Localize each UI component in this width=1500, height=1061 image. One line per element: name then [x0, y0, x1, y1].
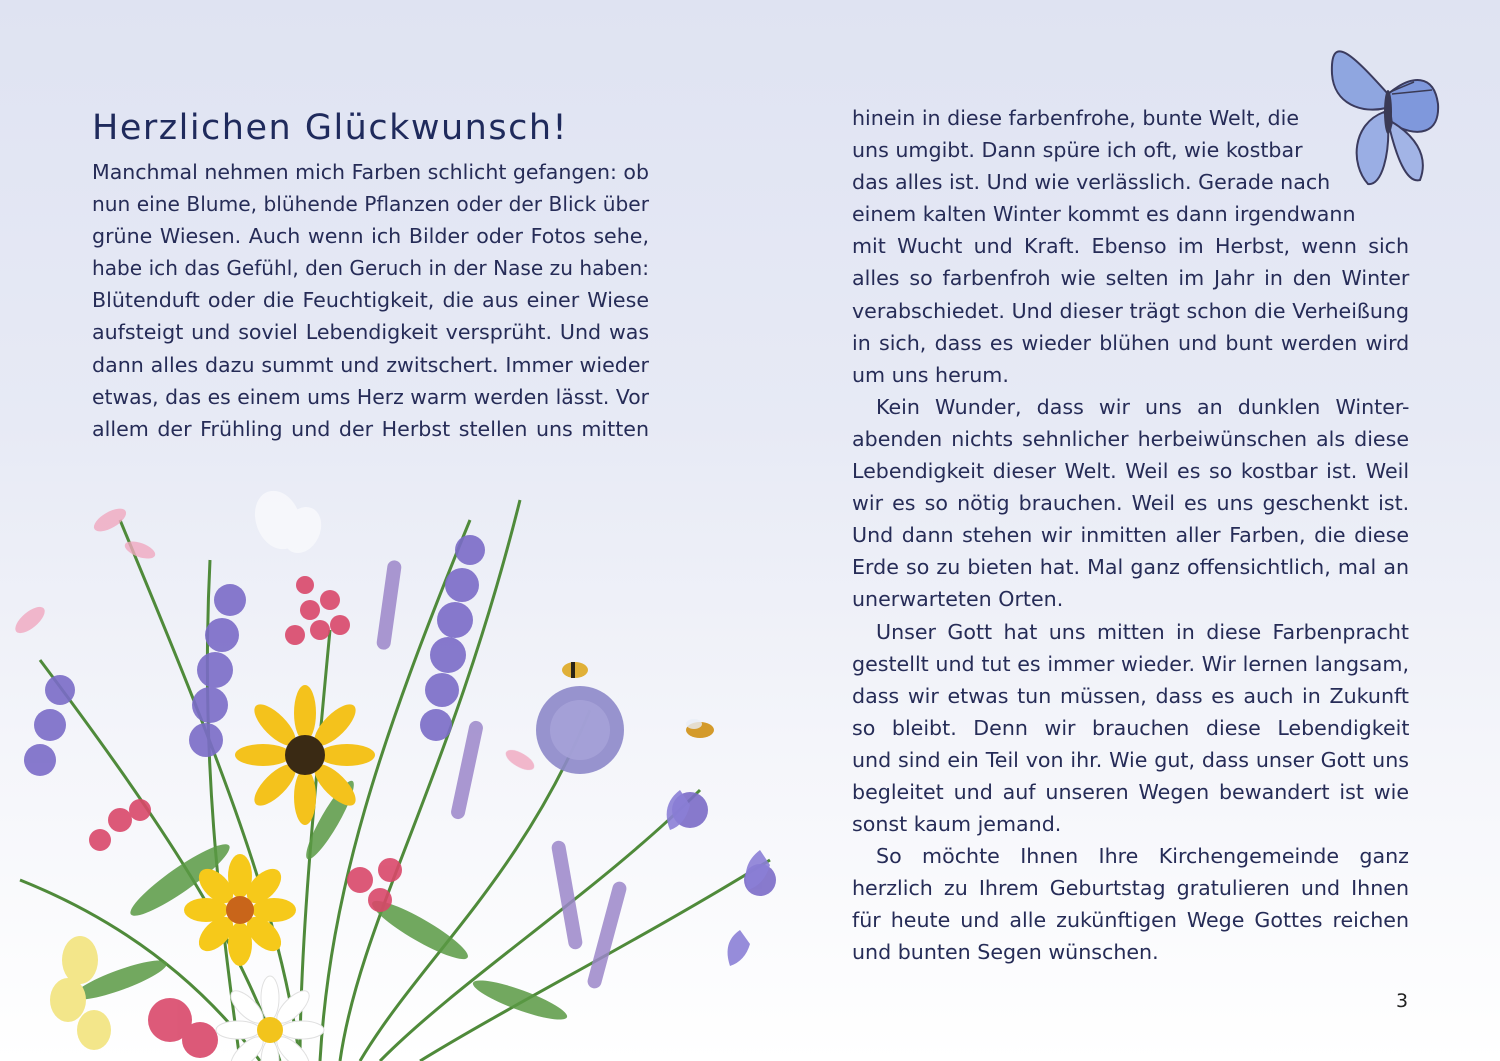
paragraph-4	[852, 840, 1409, 968]
right-text-column	[852, 102, 1409, 969]
text-line: etwas, das es einem ums Herz warm werden lässt. Vor	[92, 384, 649, 409]
text-line: uns umgibt. Dann spüre ich oft, wie kostbar	[852, 138, 1303, 163]
paragraph-1	[852, 102, 1409, 391]
text-line: alles so farbenfroh wie selten im Jahr in den Winter	[852, 266, 1410, 291]
text-line: Lebendigkeit dieser Welt. Weil es so kostbar ist. Weil	[852, 459, 1410, 484]
text-line: mit Wucht und Kraft. Ebenso im Herbst, wenn sich	[852, 234, 1410, 259]
text-line: gestellt und tut es immer wieder. Wir lernen langsam,	[852, 651, 1409, 676]
text-line: Manchmal nehmen mich Farben schlicht gefangen: ob	[92, 160, 649, 184]
page-number: 3	[1396, 990, 1409, 1012]
text-line: begleitet und auf unseren Wegen bewandert ist wie	[852, 779, 1409, 804]
text-line: einem kalten Winter kommt es dann irgendwann	[852, 202, 1356, 227]
paragraph-intro	[92, 156, 649, 445]
text-line: dass wir etwas tun müssen, dass es auch in Zukunft	[852, 683, 1409, 708]
paragraph-3	[852, 616, 1409, 841]
text-line: Blütenduft oder die Feuchtigkeit, die aus einer Wiese	[92, 288, 649, 313]
text-line: aufsteigt und soviel Lebendigkeit versprüht. Und was	[92, 320, 650, 345]
text-line: abenden nichts sehnlicher herbeiwünschen als diese	[852, 426, 1409, 451]
text-line: So möchte Ihnen Ihre Kirchengemeinde ganz	[876, 844, 1409, 869]
text-line: wir es so nötig brauchen. Weil es uns geschenkt ist.	[852, 491, 1410, 516]
text-line: um uns herum.	[852, 362, 1009, 387]
left-text-column	[92, 156, 649, 445]
page-title: Herzlichen Glückwunsch!	[92, 108, 569, 148]
wildflower-bouquet-illustration	[0, 460, 850, 1061]
text-line: Und dann stehen wir inmitten aller Farben, die diese	[852, 523, 1409, 548]
text-line: habe ich das Gefühl, den Geruch in der Nase zu haben:	[92, 256, 649, 281]
text-line: hinein in diese farbenfrohe, bunte Welt, die	[852, 106, 1299, 130]
text-line: herzlich zu Ihrem Geburtstag gratulieren und Ihnen	[852, 876, 1409, 901]
text-line: Erde so zu bieten hat. Mal ganz offensichtlich, mal an	[852, 555, 1410, 580]
text-line: Kein Wunder, dass wir uns an dunklen Winter-	[876, 394, 1410, 419]
text-line: sonst kaum jemand.	[852, 812, 1062, 837]
text-line: für heute und alle zukünftigen Wege Gottes reichen	[852, 908, 1409, 933]
text-line: verabschiedet. Und dieser trägt schon die Verheißung	[852, 298, 1410, 323]
paragraph-2	[852, 391, 1409, 616]
text-line: nun eine Blume, blühende Pflanzen oder der Blick über	[92, 192, 649, 217]
text-line: allem der Frühling und der Herbst stellen uns mitten	[92, 416, 649, 441]
text-line: unerwarteten Orten.	[852, 587, 1064, 612]
text-line: Unser Gott hat uns mitten in diese Farbenpracht	[876, 619, 1409, 644]
text-line: so bleibt. Denn wir brauchen diese Lebendigkeit	[852, 715, 1410, 740]
text-line: grüne Wiesen. Auch wenn ich Bilder oder Fotos sehe,	[92, 224, 649, 249]
text-line: das alles ist. Und wie verlässlich. Gerade nach	[852, 170, 1331, 195]
text-line: dann alles dazu summt und zwitschert. Immer wieder	[92, 352, 649, 377]
text-line: und bunten Segen wünschen.	[852, 940, 1159, 965]
text-line: und sind ein Teil von ihr. Wie gut, dass unser Gott uns	[852, 747, 1409, 772]
text-line: in sich, dass es wieder blühen und bunt werden wird	[852, 330, 1410, 355]
